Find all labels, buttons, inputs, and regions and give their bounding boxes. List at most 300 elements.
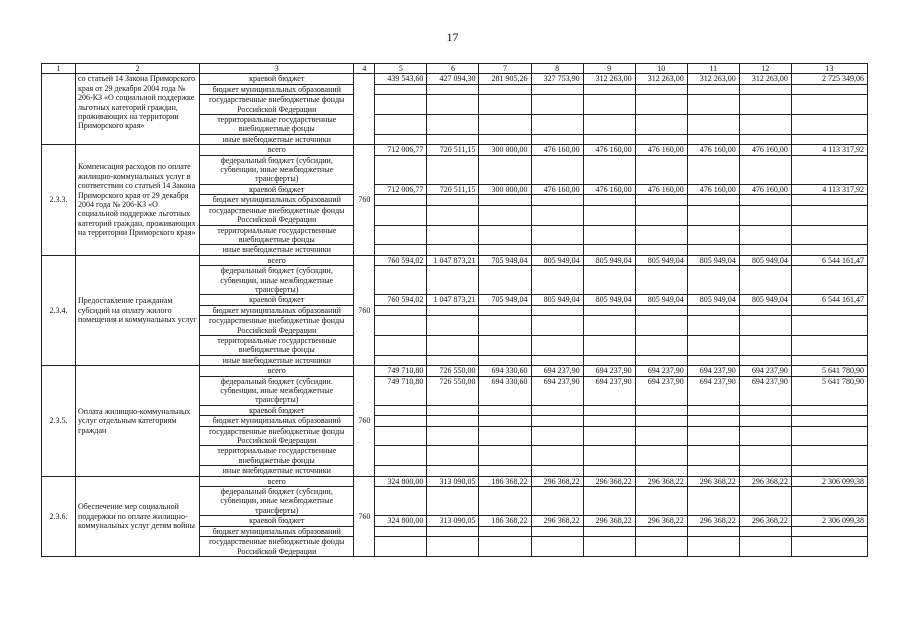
amount-cell: 805 949,04: [739, 295, 791, 305]
amount-cell: [635, 526, 687, 536]
amount-cell: [739, 335, 791, 355]
amount-cell: 296 368,22: [687, 476, 739, 486]
amount-cell: [583, 266, 635, 295]
amount-cell: [531, 335, 583, 355]
amount-cell: [791, 205, 867, 225]
amount-cell: 720 511,15: [427, 145, 479, 155]
amount-cell: [739, 84, 791, 94]
amount-cell: [583, 115, 635, 135]
amount-cell: 805 949,04: [739, 255, 791, 265]
amount-cell: [635, 266, 687, 295]
amount-cell: [375, 95, 427, 115]
amount-cell: 712 006,77: [375, 184, 427, 194]
header-cell: 12: [739, 64, 791, 74]
amount-cell: [479, 405, 531, 415]
amount-cell: 694 237,90: [531, 366, 583, 376]
amount-cell: 694 237,90: [531, 376, 583, 405]
header-cell: 3: [200, 64, 354, 74]
amount-cell: [531, 305, 583, 315]
amount-cell: 760 594,02: [375, 295, 427, 305]
amount-cell: [635, 446, 687, 466]
amount-cell: 476 160,00: [635, 145, 687, 155]
amount-cell: 726 550,00: [427, 376, 479, 405]
amount-cell: [583, 205, 635, 225]
amount-cell: [635, 316, 687, 336]
funding-source: иные внебюджетные источники: [200, 245, 354, 255]
responsible-code: 760: [354, 255, 375, 365]
amount-cell: [375, 225, 427, 245]
item-number: 2.3.5.: [42, 366, 76, 476]
funding-source: федеральный бюджет (субсидии. субвенции, иные межбюджетные трансферты): [200, 376, 354, 405]
amount-cell: [687, 155, 739, 184]
amount-cell: [687, 537, 739, 557]
amount-cell: 313 090,05: [427, 516, 479, 526]
amount-cell: 694 330,60: [479, 376, 531, 405]
amount-cell: [687, 305, 739, 315]
amount-cell: [635, 537, 687, 557]
amount-cell: [479, 426, 531, 446]
amount-cell: [427, 84, 479, 94]
amount-cell: [531, 446, 583, 466]
amount-cell: [791, 155, 867, 184]
amount-cell: [531, 487, 583, 516]
amount-cell: [635, 355, 687, 365]
amount-cell: 427 094,30: [427, 74, 479, 84]
amount-cell: [375, 466, 427, 476]
amount-cell: [479, 266, 531, 295]
amount-cell: [739, 134, 791, 144]
amount-cell: [479, 537, 531, 557]
header-cell: 11: [687, 64, 739, 74]
amount-cell: [427, 205, 479, 225]
amount-cell: [583, 134, 635, 144]
funding-source: бюджет муниципальных образований: [200, 305, 354, 315]
amount-cell: [791, 316, 867, 336]
amount-cell: [687, 266, 739, 295]
amount-cell: [427, 195, 479, 205]
amount-cell: [687, 84, 739, 94]
amount-cell: [531, 84, 583, 94]
amount-cell: [791, 405, 867, 415]
amount-cell: [375, 355, 427, 365]
amount-cell: [739, 416, 791, 426]
amount-cell: [375, 416, 427, 426]
amount-cell: [531, 355, 583, 365]
funding-source: бюджет муниципальных образований: [200, 526, 354, 536]
amount-cell: [427, 537, 479, 557]
amount-cell: 694 237,90: [583, 366, 635, 376]
item-number: 2.3.3.: [42, 145, 76, 255]
amount-cell: [739, 115, 791, 135]
amount-cell: [427, 316, 479, 336]
funding-source: всего: [200, 476, 354, 486]
funding-source: государственные внебюджетные фонды Российской Федерации: [200, 205, 354, 225]
funding-source: краевой бюджет: [200, 516, 354, 526]
amount-cell: [687, 225, 739, 245]
funding-source: иные внебюджетные источники: [200, 355, 354, 365]
amount-cell: [739, 205, 791, 225]
amount-cell: [635, 225, 687, 245]
amount-cell: [427, 245, 479, 255]
amount-cell: [427, 335, 479, 355]
funding-source: бюджет муниципальных образований: [200, 84, 354, 94]
amount-cell: 300 000,00: [479, 184, 531, 194]
amount-cell: [583, 426, 635, 446]
amount-cell: [687, 526, 739, 536]
amount-cell: [739, 155, 791, 184]
amount-cell: [531, 155, 583, 184]
amount-cell: [583, 155, 635, 184]
amount-cell: [791, 526, 867, 536]
amount-cell: [791, 225, 867, 245]
amount-cell: 4 113 317,92: [791, 145, 867, 155]
amount-cell: [531, 195, 583, 205]
amount-cell: [531, 537, 583, 557]
amount-cell: [375, 316, 427, 336]
amount-cell: [427, 225, 479, 245]
amount-cell: [427, 416, 479, 426]
amount-cell: 705 949,04: [479, 295, 531, 305]
amount-cell: 6 544 161,47: [791, 255, 867, 265]
amount-cell: [739, 95, 791, 115]
amount-cell: 749 710,80: [375, 366, 427, 376]
funding-source: иные внебюджетные источники: [200, 134, 354, 144]
amount-cell: 296 368,22: [583, 476, 635, 486]
amount-cell: [479, 195, 531, 205]
responsible-code: [354, 74, 375, 145]
table-row: [42, 476, 868, 486]
amount-cell: 476 160,00: [739, 145, 791, 155]
header-cell: 2: [76, 64, 200, 74]
amount-cell: [635, 305, 687, 315]
amount-cell: [375, 84, 427, 94]
amount-cell: [427, 266, 479, 295]
funding-source: иные внебюджетные источники: [200, 466, 354, 476]
amount-cell: 5 641 780,90: [791, 376, 867, 405]
amount-cell: [791, 466, 867, 476]
amount-cell: 805 949,04: [635, 295, 687, 305]
amount-cell: 749 710,80: [375, 376, 427, 405]
measure-name: Компенсация расходов по оплате жилищно-коммунальных услуг в соответствии со статьей 14 Закона Приморского края от 29 декабря 2004 года № 206-КЗ «О социальной поддержке льготных категорий граждан, проживающих на территории Приморского края»: [76, 145, 200, 255]
table-row: [42, 255, 868, 265]
header-cell: 9: [583, 64, 635, 74]
measure-name: со статьей 14 Закона Приморского края от 29 декабря 2004 года № 206-КЗ «О социальной поддержке льготных категорий граждан, проживающих на территории Приморского края»: [76, 74, 200, 145]
amount-cell: 313 090,05: [427, 476, 479, 486]
amount-cell: [427, 305, 479, 315]
amount-cell: [427, 466, 479, 476]
amount-cell: [687, 316, 739, 336]
amount-cell: [375, 446, 427, 466]
table-row: [42, 366, 868, 376]
amount-cell: 312 263,00: [687, 74, 739, 84]
funding-source: бюджет муниципальных образований: [200, 416, 354, 426]
amount-cell: [739, 537, 791, 557]
amount-cell: [687, 487, 739, 516]
amount-cell: [739, 355, 791, 365]
funding-source: краевой бюджет: [200, 405, 354, 415]
amount-cell: 2 306 099,38: [791, 516, 867, 526]
amount-cell: 186 368,22: [479, 476, 531, 486]
amount-cell: 296 368,22: [531, 516, 583, 526]
amount-cell: [583, 335, 635, 355]
amount-cell: [791, 84, 867, 94]
amount-cell: 296 368,22: [687, 516, 739, 526]
amount-cell: [531, 466, 583, 476]
amount-cell: 1 047 873,21: [427, 255, 479, 265]
amount-cell: 296 368,22: [739, 476, 791, 486]
funding-source: всего: [200, 255, 354, 265]
amount-cell: [427, 134, 479, 144]
amount-cell: 1 047 873,21: [427, 295, 479, 305]
funding-source: территориальные государственные внебюджетные фонды: [200, 446, 354, 466]
amount-cell: 2 725 349,06: [791, 74, 867, 84]
amount-cell: [583, 526, 635, 536]
amount-cell: [531, 316, 583, 336]
amount-cell: [635, 245, 687, 255]
amount-cell: [687, 115, 739, 135]
amount-cell: [687, 335, 739, 355]
funding-source: территориальные государственные внебюджетные фонды: [200, 225, 354, 245]
amount-cell: [427, 446, 479, 466]
amount-cell: [739, 316, 791, 336]
amount-cell: [375, 537, 427, 557]
header-cell: 8: [531, 64, 583, 74]
amount-cell: 324 800,00: [375, 476, 427, 486]
amount-cell: 694 237,90: [635, 376, 687, 405]
funding-source: государственные внебюджетные фонды Российской Федерации: [200, 426, 354, 446]
amount-cell: [479, 155, 531, 184]
header-cell: 5: [375, 64, 427, 74]
amount-cell: [635, 84, 687, 94]
amount-cell: [479, 225, 531, 245]
amount-cell: 476 160,00: [583, 184, 635, 194]
amount-cell: [687, 134, 739, 144]
funding-source: территориальные государственные внебюджетные фонды: [200, 335, 354, 355]
amount-cell: [479, 95, 531, 115]
amount-cell: [739, 225, 791, 245]
funding-source: территориальные государственные внебюджетные фонды: [200, 115, 354, 135]
amount-cell: [635, 134, 687, 144]
amount-cell: [635, 335, 687, 355]
amount-cell: [583, 416, 635, 426]
amount-cell: 439 543,60: [375, 74, 427, 84]
header-cell: 7: [479, 64, 531, 74]
amount-cell: [687, 446, 739, 466]
amount-cell: [791, 446, 867, 466]
responsible-code: 760: [354, 366, 375, 476]
amount-cell: 720 511,15: [427, 184, 479, 194]
amount-cell: 694 237,90: [739, 366, 791, 376]
amount-cell: 4 113 317,92: [791, 184, 867, 194]
funding-source: федеральный бюджет (субсидии, субвенции, иные межбюджетные трансферты): [200, 266, 354, 295]
amount-cell: [427, 426, 479, 446]
amount-cell: [479, 316, 531, 336]
amount-cell: 760 594,02: [375, 255, 427, 265]
funding-source: краевой бюджет: [200, 184, 354, 194]
measure-name: Оплата жилищно-коммунальных услуг отдельным категориям граждан: [76, 366, 200, 476]
amount-cell: [427, 526, 479, 536]
amount-cell: 476 160,00: [635, 184, 687, 194]
amount-cell: [583, 487, 635, 516]
amount-cell: 281 905,26: [479, 74, 531, 84]
amount-cell: [375, 426, 427, 446]
amount-cell: [583, 195, 635, 205]
amount-cell: [635, 155, 687, 184]
amount-cell: [635, 466, 687, 476]
amount-cell: 694 237,90: [687, 366, 739, 376]
amount-cell: 2 306 099,38: [791, 476, 867, 486]
amount-cell: [635, 426, 687, 446]
table-row: [42, 145, 868, 155]
amount-cell: [583, 537, 635, 557]
budget-table: [41, 63, 868, 557]
amount-cell: [791, 487, 867, 516]
amount-cell: 327 753,90: [531, 74, 583, 84]
amount-cell: 805 949,04: [687, 295, 739, 305]
funding-source: государственные внебюджетные фонды Российской Федерации: [200, 95, 354, 115]
measure-name: Обеспечение мер социальной поддержки по оплате жилищно-коммунальных услуг детям войны: [76, 476, 200, 556]
amount-cell: [687, 405, 739, 415]
amount-cell: [583, 466, 635, 476]
amount-cell: [375, 305, 427, 315]
amount-cell: [479, 355, 531, 365]
funding-source: краевой бюджет: [200, 74, 354, 84]
amount-cell: [531, 245, 583, 255]
amount-cell: [791, 416, 867, 426]
page-number: 17: [446, 30, 459, 44]
amount-cell: [583, 245, 635, 255]
amount-cell: [427, 155, 479, 184]
amount-cell: [375, 205, 427, 225]
amount-cell: [479, 205, 531, 225]
amount-cell: [531, 225, 583, 245]
amount-cell: [427, 355, 479, 365]
amount-cell: 476 160,00: [531, 145, 583, 155]
amount-cell: [427, 405, 479, 415]
amount-cell: [687, 205, 739, 225]
amount-cell: [583, 355, 635, 365]
funding-source: всего: [200, 366, 354, 376]
amount-cell: [479, 335, 531, 355]
header-cell: 4: [354, 64, 375, 74]
amount-cell: [531, 526, 583, 536]
amount-cell: 712 006,77: [375, 145, 427, 155]
amount-cell: [635, 416, 687, 426]
amount-cell: [375, 487, 427, 516]
amount-cell: [583, 305, 635, 315]
item-number: 2.3.6.: [42, 476, 76, 556]
amount-cell: [531, 266, 583, 295]
funding-source: краевой бюджет: [200, 295, 354, 305]
amount-cell: [739, 305, 791, 315]
amount-cell: [479, 305, 531, 315]
amount-cell: [687, 355, 739, 365]
amount-cell: 805 949,04: [583, 255, 635, 265]
amount-cell: [687, 195, 739, 205]
amount-cell: [479, 466, 531, 476]
amount-cell: 694 237,90: [635, 366, 687, 376]
amount-cell: 476 160,00: [739, 184, 791, 194]
funding-source: государственные внебюджетные фонды Российской Федерации: [200, 316, 354, 336]
amount-cell: [739, 487, 791, 516]
amount-cell: [635, 205, 687, 225]
amount-cell: [687, 416, 739, 426]
funding-source: бюджет муниципальных образований: [200, 195, 354, 205]
amount-cell: 296 368,22: [635, 516, 687, 526]
amount-cell: [791, 195, 867, 205]
amount-cell: [531, 95, 583, 115]
amount-cell: 805 949,04: [635, 255, 687, 265]
amount-cell: [583, 446, 635, 466]
amount-cell: 726 550,00: [427, 366, 479, 376]
amount-cell: 694 237,90: [739, 376, 791, 405]
amount-cell: [635, 95, 687, 115]
amount-cell: [375, 266, 427, 295]
amount-cell: [739, 446, 791, 466]
amount-cell: [635, 487, 687, 516]
amount-cell: [375, 134, 427, 144]
amount-cell: 186 368,22: [479, 516, 531, 526]
header-cell: 1: [42, 64, 76, 74]
amount-cell: [687, 426, 739, 446]
amount-cell: [479, 115, 531, 135]
amount-cell: [687, 245, 739, 255]
amount-cell: [479, 446, 531, 466]
amount-cell: [739, 266, 791, 295]
amount-cell: [479, 487, 531, 516]
amount-cell: 694 237,90: [583, 376, 635, 405]
amount-cell: [791, 245, 867, 255]
amount-cell: [375, 155, 427, 184]
amount-cell: 312 263,00: [583, 74, 635, 84]
amount-cell: [375, 195, 427, 205]
amount-cell: [583, 84, 635, 94]
amount-cell: 476 160,00: [687, 145, 739, 155]
amount-cell: [687, 466, 739, 476]
amount-cell: 296 368,22: [635, 476, 687, 486]
amount-cell: [739, 405, 791, 415]
amount-cell: [739, 426, 791, 446]
amount-cell: 296 368,22: [531, 476, 583, 486]
amount-cell: 296 368,22: [583, 516, 635, 526]
amount-cell: [791, 335, 867, 355]
amount-cell: [583, 316, 635, 336]
amount-cell: [479, 84, 531, 94]
item-number: [42, 74, 76, 145]
amount-cell: 694 330,60: [479, 366, 531, 376]
amount-cell: 312 263,00: [739, 74, 791, 84]
responsible-code: 760: [354, 145, 375, 255]
amount-cell: [427, 487, 479, 516]
amount-cell: [479, 245, 531, 255]
amount-cell: [427, 95, 479, 115]
amount-cell: [739, 526, 791, 536]
amount-cell: [479, 416, 531, 426]
amount-cell: [791, 305, 867, 315]
amount-cell: 5 641 780,90: [791, 366, 867, 376]
amount-cell: [427, 115, 479, 135]
funding-source: всего: [200, 145, 354, 155]
amount-cell: [791, 95, 867, 115]
amount-cell: [791, 134, 867, 144]
amount-cell: [479, 526, 531, 536]
amount-cell: 805 949,04: [531, 295, 583, 305]
amount-cell: 476 160,00: [531, 184, 583, 194]
amount-cell: 805 949,04: [583, 295, 635, 305]
amount-cell: [375, 115, 427, 135]
amount-cell: 805 949,04: [687, 255, 739, 265]
amount-cell: 6 544 161,47: [791, 295, 867, 305]
